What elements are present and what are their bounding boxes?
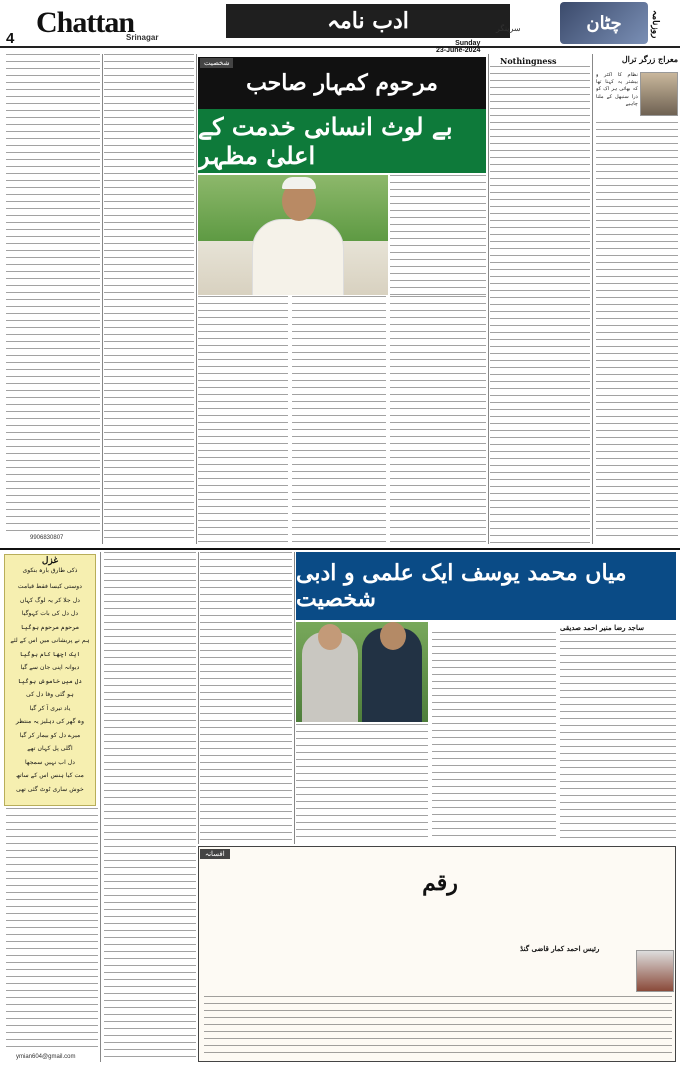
article-text: [292, 296, 386, 544]
article-text: [432, 632, 556, 842]
article-text: [390, 175, 486, 295]
article-text: [200, 552, 292, 842]
section-divider: [0, 548, 680, 550]
ghazal-verse: دل میں خاموش ہوگیا: [18, 677, 82, 685]
ghazal-author: ذکی طارق بارہ بنکوی: [22, 567, 78, 574]
ghazal-verse: مت کیا ہنس اس کے ساتھ: [16, 772, 84, 779]
issue-date: [436, 40, 480, 54]
story-title: رقم: [422, 870, 458, 896]
story-tag: افسانہ: [200, 849, 230, 859]
column-divider: [102, 54, 103, 544]
ghazal-verse: ہم نے پریشانی میں اس کے لئے: [10, 637, 90, 644]
author-photo: [636, 950, 674, 992]
column-divider: [488, 54, 489, 544]
ghazal-verse: دل جلا کر یہ لوگ کہاں: [20, 596, 80, 604]
feature-headline: میاں محمد یوسف ایک علمی و ادبی شخصیت: [296, 552, 676, 620]
ghazal-verse: یاد تیری آ کر گیا: [29, 704, 71, 712]
daily-label: روزنامہ: [650, 10, 660, 39]
brand-city: Srinagar: [126, 33, 159, 42]
column-author: معراج زرگر ترال: [621, 54, 678, 64]
article-text: [6, 54, 100, 534]
author-photo: [640, 72, 678, 116]
ghazal-verse: میرے دل کو بیمار کر گیا: [19, 731, 81, 739]
article-text: [104, 54, 194, 544]
city-urdu: سرینگر: [496, 24, 521, 33]
article-text: [104, 552, 196, 1062]
column-body-text: [490, 66, 590, 544]
story-text: [204, 996, 672, 1058]
ghazal-verse: مرحوم مرحوم ہوگیا: [20, 623, 80, 631]
ghazal-verse: دل اب نہیں سمجھا: [24, 758, 76, 766]
ghazal-verse: وہ گھر کی دہلیز یہ منتظر: [15, 718, 85, 725]
column-divider: [198, 552, 199, 844]
feature-headline: مرحوم کمہار صاحب: [198, 57, 486, 109]
brand-name: Chattan: [36, 6, 135, 39]
ghazal-verses: [10, 580, 90, 802]
ghazal-verse: خوش ساری ٹوٹ گئی تھی: [16, 785, 84, 793]
feature-subhead: بے لوث انسانی خدمت کے اعلیٰ مظہر: [198, 109, 486, 173]
newspaper-logo: چٹان: [560, 2, 648, 44]
column-subnote: Nothingness: [500, 56, 557, 66]
article-text: [296, 724, 428, 842]
column-intro: نظام کا اکثر و بیشتر یہ کہنا تھا کہ بھائی ہر اک کو ذرا سنبھل کے ملنا چاہیے: [596, 72, 638, 107]
phone-number: 9906830807: [30, 535, 64, 541]
ghazal-verse: دل دل کی بات کہوگیا: [21, 610, 79, 617]
ghazal-verse: ہو گئی وفا دل کی: [26, 691, 74, 698]
feature-tag: شخصیت: [200, 58, 233, 68]
ghazal-verse: دوستی کیسا فقط قیامت: [17, 583, 83, 590]
article-text: [6, 808, 98, 1048]
issue-date-value: 23-June-2024: [436, 47, 481, 54]
story-author: رئیس احمد کمار قاضی گنڈ: [520, 944, 600, 953]
ghazal-verse: اگلی پل کہاں تھے: [27, 745, 73, 752]
column-divider: [294, 552, 295, 844]
feature-byline: ساجد رضا منیر احمد صدیقی: [560, 623, 644, 632]
column-divider: [592, 54, 593, 544]
article-text: [198, 296, 288, 544]
column-divider: [100, 552, 101, 1062]
ghazal-verse: ایک اچھا کام ہوگیا: [19, 650, 81, 658]
issue-day: Sunday: [455, 40, 481, 47]
section-title: ادب نامہ: [226, 4, 510, 38]
contact-email: ymian604@gmail.com: [16, 1054, 76, 1060]
page-number: 4: [6, 30, 15, 47]
column-divider: [196, 54, 197, 544]
article-text: [560, 634, 676, 844]
ghazal-title: غزل: [41, 556, 59, 566]
article-text: [390, 296, 486, 544]
feature-photo: [198, 175, 388, 295]
feature-photo: [296, 622, 428, 722]
ghazal-verse: دیوانہ اپنی جان سے گیا: [20, 664, 80, 671]
column-body-text: [596, 122, 678, 542]
